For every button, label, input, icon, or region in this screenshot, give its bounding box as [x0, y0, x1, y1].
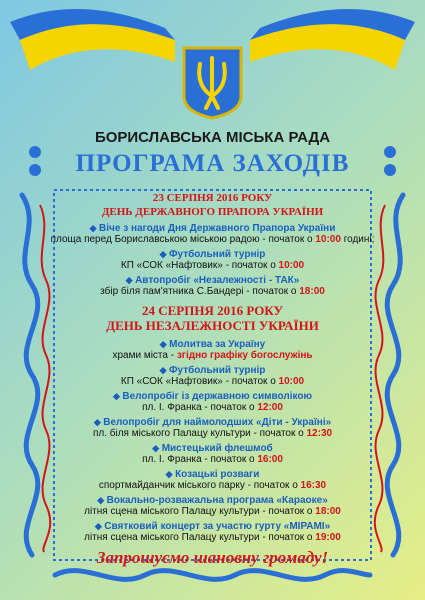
list-item: ◆ Святковий концерт за участю гурту «МІРАМІ»	[94, 521, 331, 532]
trident-coat-of-arms-icon	[184, 48, 241, 118]
list-item: ◆ Автопробіг «Незалежності - ТАК»	[125, 275, 300, 286]
list-item: спортмайданчик міського парку - початок о 16:30	[98, 480, 327, 491]
list-item: ◆ Велопробіг із державною символікою	[112, 391, 313, 402]
list-item: ◆ Велопробіг для наймолодших «Діти - Україні»	[93, 417, 332, 428]
list-item: ◆ Вокально-розважальна програма «Караоке»	[97, 495, 328, 506]
section1-subtitle: ДЕНЬ ДЕРЖАВНОГО ПРАПОРА УКРАЇНИ	[101, 206, 324, 218]
list-item: літня сцена міського Палацу культури - початок о 19:00	[84, 532, 341, 543]
list-item: ◆ Віче з нагоди Дня Державного Прапора України	[89, 223, 336, 234]
section2-subtitle: ДЕНЬ НЕЗАЛЕЖНОСТІ УКРАЇНИ	[106, 318, 319, 333]
list-item: ◆ Мистецький флешмоб	[152, 443, 273, 454]
list-item: ◆ Футбольний турнір	[159, 249, 266, 260]
list-item: площа перед Бориславською міською радою - початок о 10:00 годині;	[50, 234, 375, 245]
list-item: ◆ Козацькі розваги	[165, 469, 260, 480]
list-item: КП «СОК «Нафтовик» - початок о 10:00	[120, 376, 305, 387]
list-item: КП «СОК «Нафтовик» - початок о 10:00	[120, 260, 305, 271]
section1-date: 23 СЕРПНЯ 2016 РОКУ	[152, 192, 273, 204]
org-name: БОРИСЛАВСЬКА МІСЬКА РАДА	[94, 129, 331, 146]
list-item: ◆ Футбольний турнір	[159, 365, 266, 376]
list-item: храми міста - згідно графіку богослужінь	[112, 350, 313, 361]
section2-date: 24 СЕРПНЯ 2016 РОКУ	[141, 303, 284, 318]
list-item: пл. І. Франка - початок о 12:00	[142, 402, 283, 413]
list-item: літня сцена міського Палацу культури - початок о 18:00	[84, 506, 341, 517]
page-title: ПРОГРАМА ЗАХОДІВ	[75, 150, 350, 177]
list-item: пл. І. Франка - початок о 16:00	[142, 454, 283, 465]
list-item: пл. біля міського Палацу культури - початок о 12:30	[92, 428, 333, 439]
flag-banner	[0, 0, 425, 120]
invitation-text: Запрошуємо шановну громаду!	[96, 548, 329, 567]
list-item: ◆ Молитва за Україну	[159, 339, 266, 350]
list-item: збір біля пам'ятника С.Бандері - початок о 18:00	[100, 286, 325, 297]
